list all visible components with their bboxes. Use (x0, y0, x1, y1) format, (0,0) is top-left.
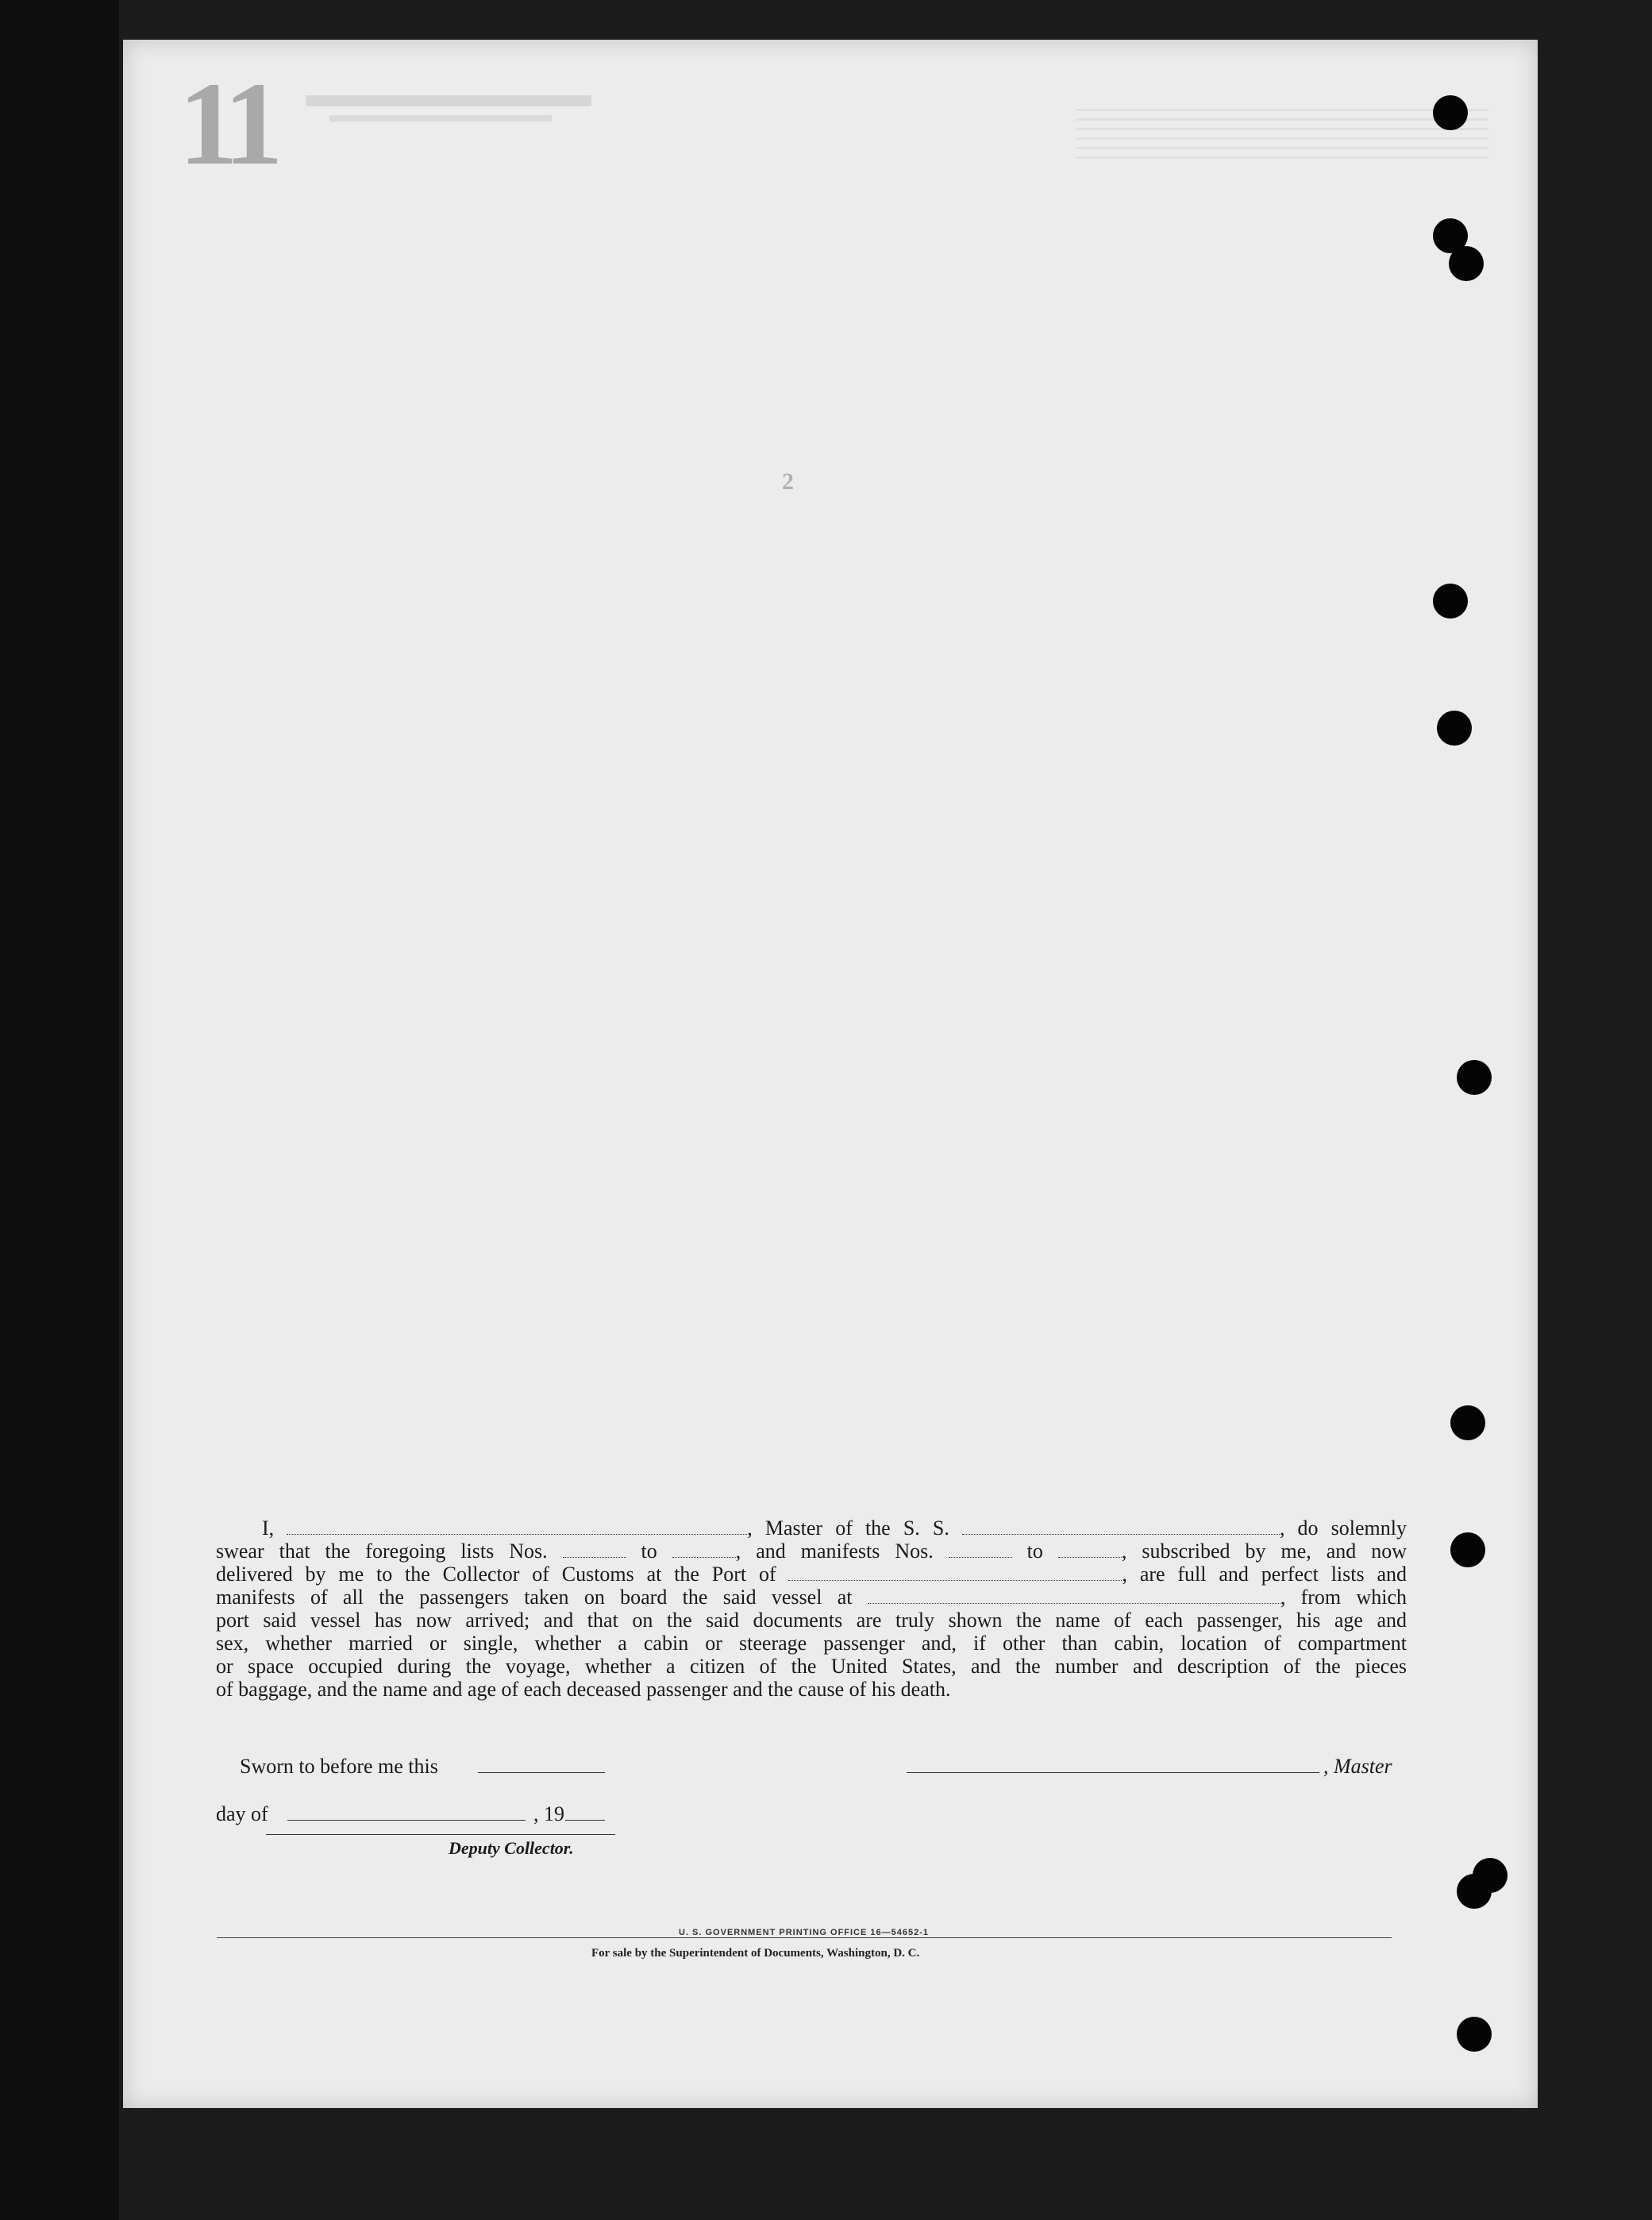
oath-line: swear that the foregoing lists Nos. to , and manifests Nos. to , subscribed by me, and now (216, 1540, 1407, 1563)
punch-hole (1433, 584, 1468, 619)
punch-hole (1457, 2017, 1492, 2052)
list-to-blank[interactable] (672, 1540, 736, 1558)
year-blank[interactable] (565, 1820, 605, 1821)
sworn-date-blank[interactable] (478, 1772, 605, 1773)
faded-show-through-subheader (329, 115, 552, 121)
oath-paragraph (216, 1517, 1407, 1701)
ship-name-blank[interactable] (962, 1517, 1280, 1535)
faded-show-through-header (306, 95, 591, 106)
oath-line: port said vessel has now arrived; and that on the said documents are truly shown the name of each passenger, his age and (216, 1609, 1407, 1632)
master-signature-line[interactable] (907, 1772, 1319, 1773)
scan-border (0, 0, 119, 2220)
for-sale-note: For sale by the Superintendent of Documents, Washington, D. C. (591, 1947, 920, 1960)
deputy-signature-line[interactable] (266, 1834, 615, 1835)
punch-hole (1450, 1532, 1485, 1567)
port-blank[interactable] (788, 1563, 1122, 1581)
punch-hole (1449, 246, 1484, 281)
deputy-collector-label: Deputy Collector. (449, 1838, 574, 1858)
footer-rule (217, 1937, 1392, 1938)
printing-office-imprint: U. S. GOVERNMENT PRINTING OFFICE 16—54652-1 (679, 1928, 930, 1937)
list-from-blank[interactable] (563, 1540, 626, 1558)
month-blank[interactable] (287, 1820, 526, 1821)
faded-page-number: 2 (782, 468, 794, 495)
oath-line: delivered by me to the Collector of Customs at the Port of , are full and perfect lists and (216, 1563, 1407, 1586)
manifest-to-blank[interactable] (1058, 1540, 1122, 1558)
faded-show-through-text (1076, 103, 1488, 159)
year-prefix: , 19 (533, 1802, 564, 1825)
punch-hole (1473, 1858, 1508, 1893)
master-name-blank[interactable] (287, 1517, 747, 1535)
day-label: day of (216, 1802, 268, 1825)
oath-line: manifests of all the passengers taken on board the said vessel at , from which (216, 1586, 1407, 1609)
oath-line: sex, whether married or single, whether a cabin or steerage passenger and, if other than cabin, location of compartment (216, 1632, 1407, 1655)
oath-line: I, , Master of the S. S. , do solemnly (262, 1517, 1407, 1540)
manifest-from-blank[interactable] (949, 1540, 1012, 1558)
departure-port-blank[interactable] (868, 1586, 1280, 1604)
punch-hole (1457, 1060, 1492, 1095)
punch-hole (1433, 95, 1468, 130)
document-page (123, 40, 1538, 2108)
faded-page-number-mark: 11 (179, 58, 275, 190)
master-label: , Master (1323, 1755, 1392, 1778)
punch-hole (1437, 711, 1472, 746)
oath-line: or space occupied during the voyage, whether a citizen of the United States, and the number and description of the pieces (216, 1655, 1407, 1678)
oath-line: of baggage, and the name and age of each deceased passenger and the cause of his death. (216, 1678, 951, 1701)
punch-hole (1450, 1405, 1485, 1440)
sworn-label: Sworn to before me this (240, 1755, 438, 1778)
